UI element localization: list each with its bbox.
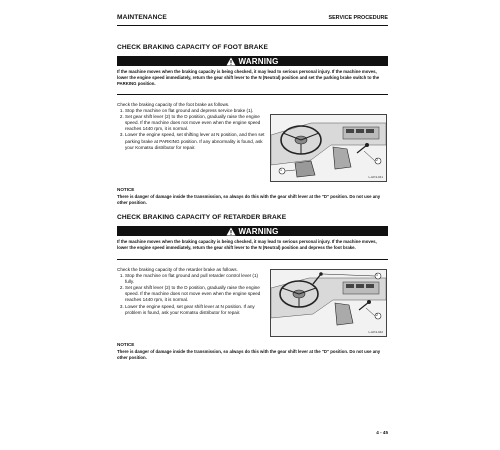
warning-text: If the machine moves when the braking capacity is being checked, it may lead to serious personal injury. If the machine moves, lower the engine speed immediately, return the gear shift lever to the N (Neutral) position and depress the foot brake. <box>117 239 377 251</box>
header-chapter-title: SERVICE PROCEDURE <box>328 15 388 21</box>
divider <box>117 94 388 95</box>
section-title-foot-brake: CHECK BRAKING CAPACITY OF FOOT BRAKE <box>117 44 268 51</box>
procedure-intro: Check the braking capacity of the foot brake as follows. <box>117 102 230 107</box>
notice-title: NOTICE <box>117 342 135 347</box>
procedure-step: 1. Stop the machine on flat ground and depress service brake (1). <box>125 108 267 114</box>
manual-page <box>117 13 388 437</box>
figure-retarder-brake <box>270 269 387 337</box>
notice-text: There is danger of damage inside the transmission, so always do this with the gear shift lever at the "D" position. Do not use any other position. <box>117 349 381 361</box>
header-section-title: MAINTENANCE <box>117 14 167 21</box>
callout-1: 1 <box>376 273 378 277</box>
cab-interior-illustration <box>271 115 386 181</box>
procedure-step: 3. Lower the engine speed, set gear shift lever at N position. If any problem is found, ask your Komatsu distributor for repair. <box>125 304 267 316</box>
procedure-intro: Check the braking capacity of the retarder brake as follows. <box>117 267 238 272</box>
procedure-step: 2. Set gear shift lever (2) to the D position, gradually raise the engine speed. If the machine does not move even when the engine speed reaches 1440 rpm, it is normal. <box>125 285 267 303</box>
cab-interior-illustration <box>271 270 386 336</box>
warning-label: WARNING <box>238 226 279 236</box>
procedure-step: 2. Set gear shift lever (2) to the D position, gradually raise the engine speed. If the machine does not move even when the engine speed reaches 1440 rpm, it is normal. <box>125 114 267 132</box>
figure-id: L-HK3-042 <box>368 330 383 334</box>
page-number: 4 - 45 <box>376 430 388 435</box>
warning-label: WARNING <box>238 56 279 66</box>
notice-text: There is danger of damage inside the transmission, so always do this with the gear shift lever at the "D" position. Do not use any other position. <box>117 194 381 206</box>
warning-triangle-icon <box>226 227 236 236</box>
callout-2: 2 <box>376 313 378 317</box>
callout-2: 2 <box>376 158 378 162</box>
callout-1: 1 <box>280 168 282 172</box>
figure-foot-brake <box>270 114 387 182</box>
procedure-step: 1. Stop the machine on flat ground and pull retarder control lever (1) fully. <box>125 273 267 285</box>
warning-text: If the machine moves when the braking capacity is being checked, it may lead to serious personal injury. If the machine moves, lower the engine speed immediately, return the gear shift lever to the N (Neutral) position and set the parking brake switch to the PARKING position. <box>117 69 380 87</box>
figure-id: L-HK3-041 <box>368 175 383 179</box>
procedure-retarder-brake <box>117 267 267 316</box>
page-header <box>117 13 388 26</box>
notice-title: NOTICE <box>117 187 135 192</box>
procedure-foot-brake <box>117 102 267 151</box>
section-title-retarder-brake: CHECK BRAKING CAPACITY OF RETARDER BRAKE <box>117 214 287 221</box>
divider <box>117 259 388 260</box>
procedure-step: 3. Lower the engine speed, set shifting lever at N position, and then set parking brake at PARKING position. If any abnormality is found, ask your Komatsu distributor for repair. <box>125 132 267 150</box>
warning-banner <box>117 226 388 236</box>
warning-banner <box>117 56 388 66</box>
warning-triangle-icon <box>226 57 236 66</box>
